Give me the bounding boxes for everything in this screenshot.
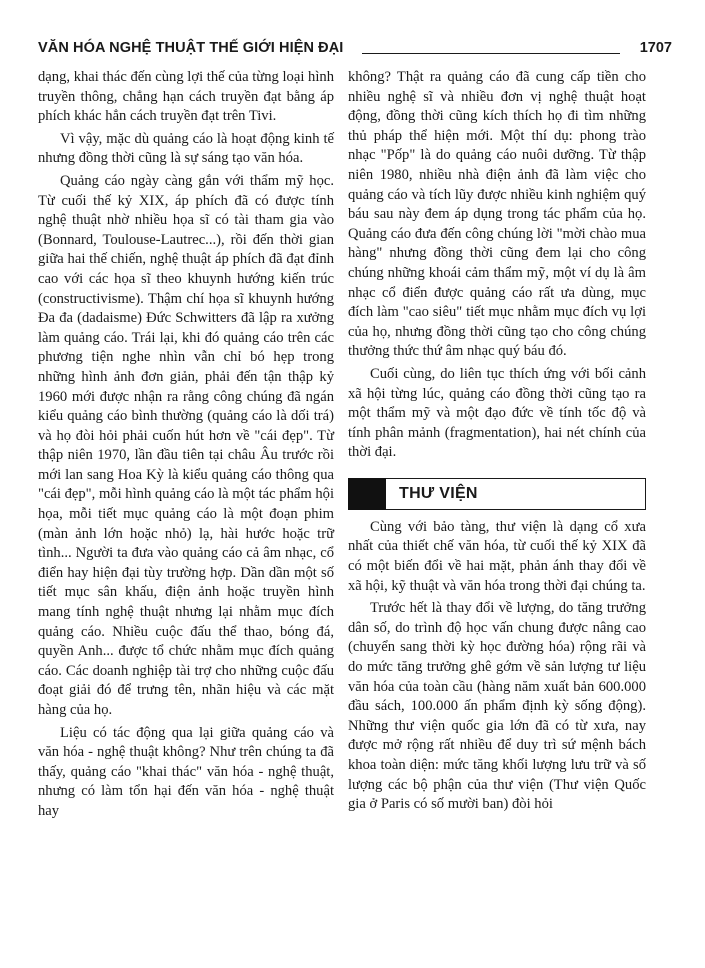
left-column (38, 68, 334, 822)
paragraph: Quảng cáo ngày càng gắn với thẩm mỹ học. Từ cuối thế kỷ XIX, áp phích đã có được tính nghệ thuật nhờ nhiều họa sĩ có tài tham gia vào (Bonnard, Toulouse-Lautrec...), rồi đến thời gian giữa hai thế chiến, nghệ thuật áp phích đã đạt đỉnh cao với các họa sĩ theo khuynh hướng kiến trúc (constructivisme). Thậm chí họa sĩ khuynh hướng Đa đa (dadaisme) Đức Schwitters đã lập ra xưởng làm quảng cáo. Trái lại, khi đó quảng cáo trên các phương tiện nghe nhìn vẫn chỉ bó hẹp trong những hình ảnh đơn giản, phải đến tận thập kỷ 1960 mới được nhận ra rằng công chúng đã ngán kiểu quảng cáo bình thường (quảng cáo là dối trá) và họ đòi hỏi phải cuốn hút hơn về "cái đẹp". Từ thập niên 1970, lần đầu tiên tại châu Âu trước rồi mới lan sang Hoa Kỳ là kiểu quảng cáo thông qua "cái đẹp", mỗi hình quảng cáo là một tác phẩm hội họa, mỗi tiết mục quảng cáo là một đoạn phim (màn ảnh lớn hoặc nhỏ) lạ, hài hước hoặc trữ tình... Người ta đưa vào quảng cáo cả âm nhạc, cổ điển hay hiện đại tùy trường hợp. Dần dần một số tiết mục sân khấu, điện ảnh hoặc truyền hình mang tính nghệ thuật nhưng lại nhằm mục đích quảng cáo. Nhiều cuộc đấu thể thao, bóng đá, quyền Anh... được tổ chức nhằm mục đích quảng cáo. Các doanh nghiệp tài trợ cho những cuộc đấu đoạt giải đó để trưng tên, nhãn hiệu và các mặt hàng của họ. (38, 172, 335, 718)
paragraph: không? Thật ra quảng cáo đã cung cấp tiền cho nhiều nghệ sĩ và nhiều đơn vị nghệ thuật hoạt động, đồng thời cũng kích thích họ đi tìm những thủ pháp thể hiện mới. Một thí dụ: phong trào nhạc "Pốp" là do quảng cáo nuôi dưỡng. Từ thập niên 1980, nhiều nhà điện ảnh đã làm việc cho quảng cáo và tích lũy được nhiều kinh nghiệm quý báu sau này đem áp dụng trong tác phẩm của họ. Quảng cáo đưa đến công chúng lời "mời chào mua hàng" nhưng đồng thời cũng đem lại cho công chúng những khoái cảm thẩm mỹ, một ví dụ là âm nhạc cổ điển được quảng cáo rất ưa dùng, mục đích làm "cao siêu" tiết mục nhằm mục đích vụ lợi của họ, nhưng đồng thời cũng tạo cho công chúng thưởng thức thứ âm nhạc quý báu đó. (348, 69, 646, 360)
paragraph: Vì vậy, mặc dù quảng cáo là hoạt động kinh tế nhưng đồng thời cũng là sự sáng tạo văn hóa. (38, 130, 334, 167)
paragraph: Cuối cùng, do liên tục thích ứng với bối cảnh xã hội từng lúc, quảng cáo đồng thời cũng tạo ra một thẩm mỹ và một đạo đức về tính tốc độ và tính phân mảnh (fragmentation), hai nét chính của thời đại. (348, 365, 646, 461)
section-heading-box (348, 478, 646, 510)
section-title: THƯ VIỆN (399, 484, 478, 502)
running-head: VĂN HÓA NGHỆ THUẬT THẾ GIỚI HIỆN ĐẠI (38, 40, 344, 56)
right-column (348, 68, 646, 815)
header-rule (362, 53, 620, 54)
paragraph: Trước hết là thay đổi về lượng, do tăng trưởng dân số, do trình độ học vấn chung được nâng cao (chuyển sang thời kỳ học đường hóa) rộng rãi và do mức tăng trưởng ghê gớm về sản lượng tư liệu văn hóa của toàn cầu (hàng năm xuất bản 600.000 đầu sách, 100.000 ấn phẩm định kỳ sống động). Những thư viện quốc gia lớn đã có từ xưa, nay được mở rộng rất nhiều để duy trì sứ mệnh bách khoa toàn diện: mức tăng khối lượng lưu trữ và số lượng các bộ phận của thư viện (Thư viện Quốc gia ở Paris có số mười ban) đòi hỏi (348, 600, 646, 813)
page-number: 1707 (639, 40, 672, 56)
page-header (38, 40, 672, 60)
paragraph: Liệu có tác động qua lại giữa quảng cáo và văn hóa - nghệ thuật không? Như trên chúng ta đã thấy, quảng cáo "khai thác" văn hóa - nghệ thuật, nhưng có làm tổn hại đến văn hóa - nghệ thuật hay (38, 724, 334, 819)
paragraph: Cùng với bảo tàng, thư viện là dạng cổ xưa nhất của thiết chế văn hóa, từ cuối thế kỷ XIX đã có một biến đổi về hai mặt, phản ánh thay đổi về xã hội, kỹ thuật và văn hóa trong thời đại chúng ta. (348, 518, 646, 594)
paragraph: dạng, khai thác đến cùng lợi thế của từng loại hình truyền thông, chẳng hạn cách truyền đạt bằng áp phích khác hẳn cách truyền đạt trên Tivi. (38, 69, 334, 125)
section-marker-block (348, 478, 386, 510)
